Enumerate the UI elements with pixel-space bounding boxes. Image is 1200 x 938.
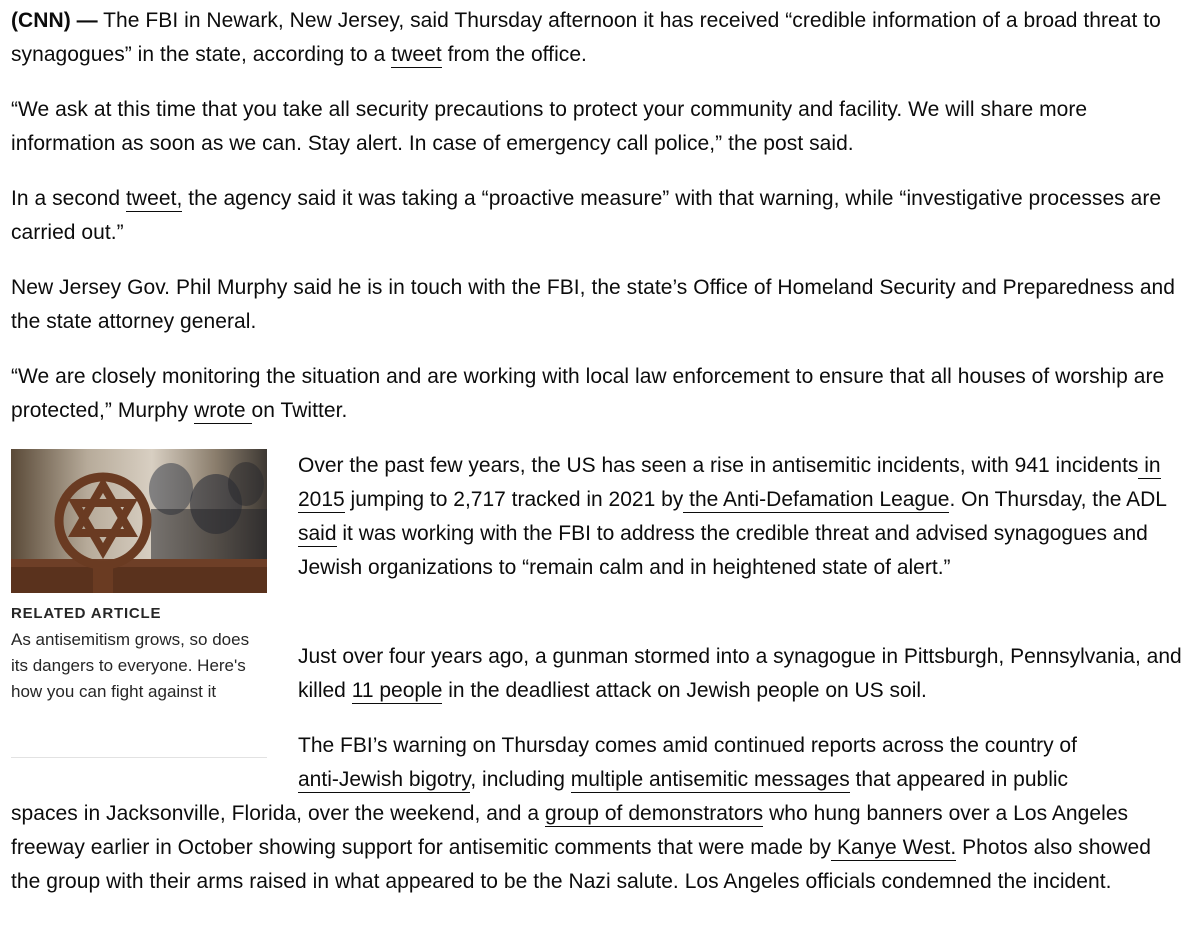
paragraph-3 — [11, 182, 1181, 250]
paragraph-6 — [298, 449, 1188, 585]
paragraph-text: Just over four years ago, a gunman stormed into a synagogue in Pittsburgh, Pennsylvania, and killed — [298, 645, 1182, 702]
dateline: (CNN) — — [11, 9, 98, 32]
paragraph-text: New Jersey Gov. Phil Murphy said he is in touch with the FBI, the state’s Office of Homeland Security and Preparedness and the state attorney general. — [11, 276, 1176, 333]
eleven-people-link[interactable]: 11 people — [351, 679, 443, 702]
paragraph-text: Over the past few years, the US has seen a rise in antisemitic incidents, with 941 incidents — [298, 454, 1139, 477]
related-article-title[interactable]: As antisemitism grows, so does its dangers to everyone. Here's how you can fight against it — [11, 630, 250, 701]
paragraph-text: it was working with the FBI to address the credible threat and advised synagogues and Jewish organizations to “remain calm and in heightened state of alert.” — [298, 522, 1148, 579]
paragraph-7 — [298, 640, 1188, 708]
paragraph-text: “We are closely monitoring the situation and are working with local law enforcement to ensure that all houses of worship are protected,” Murphy — [11, 365, 1165, 422]
paragraph-8-line-2 — [298, 763, 1188, 797]
paragraph-text: on Twitter. — [251, 399, 348, 422]
paragraph-text: who hung banners over a Los Angeles freeway earlier in October showing support for antisemitic comments that were made by — [11, 802, 1129, 859]
paragraph-text: In a second — [11, 187, 127, 210]
paragraph-text: “We ask at this time that you take all security precautions to protect your community and facility. We will share more information as soon as we can. Stay alert. In case of emergency call police,” the post said. — [11, 98, 1088, 155]
paragraph-text: Photos also showed the group with their arms raised in what appeared to be the Nazi salute. Los Angeles officials condemned the incident. — [11, 836, 1151, 893]
paragraph-text: that appeared in public — [849, 768, 1069, 791]
paragraph-text: . On Thursday, the ADL — [949, 488, 1167, 511]
paragraph-text: in the deadliest attack on Jewish people on US soil. — [442, 679, 927, 702]
paragraph-4 — [11, 271, 1181, 339]
paragraph-text: jumping to 2,717 tracked in 2021 by — [344, 488, 684, 511]
paragraph-2 — [11, 93, 1181, 161]
adl-link[interactable]: the Anti-Defamation League — [683, 488, 950, 511]
paragraph-text: The FBI’s warning on Thursday comes amid continued reports across the country of — [298, 734, 1077, 757]
paragraph-5 — [11, 360, 1181, 428]
related-article-card[interactable] — [11, 449, 267, 758]
paragraph-text: the agency said it was taking a “proactive measure” with that warning, while “investigative processes are carried out.” — [11, 187, 1162, 244]
paragraph-text: , including — [470, 768, 571, 791]
kanye-west-link[interactable]: Kanye West. — [831, 836, 957, 859]
paragraph-8-line-1 — [298, 729, 1188, 763]
second-tweet-link[interactable]: tweet, — [126, 187, 183, 210]
paragraph-8-rest — [11, 797, 1181, 899]
paragraph-text: The FBI in Newark, New Jersey, said Thursday afternoon it has received “credible information of a broad threat to synagogues” in the state, according to a — [11, 9, 1161, 66]
tweet-link[interactable]: tweet — [391, 43, 442, 66]
paragraph-1 — [11, 4, 1181, 72]
demonstrators-link[interactable]: group of demonstrators — [544, 802, 764, 825]
anti-jewish-bigotry-link[interactable]: anti-Jewish bigotry — [298, 768, 471, 791]
said-link[interactable]: said — [298, 522, 337, 545]
related-article-kicker: RELATED ARTICLE — [11, 605, 162, 622]
in-2015-link[interactable]: in 2015 — [298, 454, 1161, 511]
related-article-image[interactable] — [11, 449, 267, 593]
wrote-link[interactable]: wrote — [194, 399, 252, 422]
antisemitic-messages-link[interactable]: multiple antisemitic messages — [570, 768, 850, 791]
paragraph-text: spaces in Jacksonville, Florida, over the weekend, and a — [11, 802, 545, 825]
paragraph-text: from the office. — [441, 43, 587, 66]
